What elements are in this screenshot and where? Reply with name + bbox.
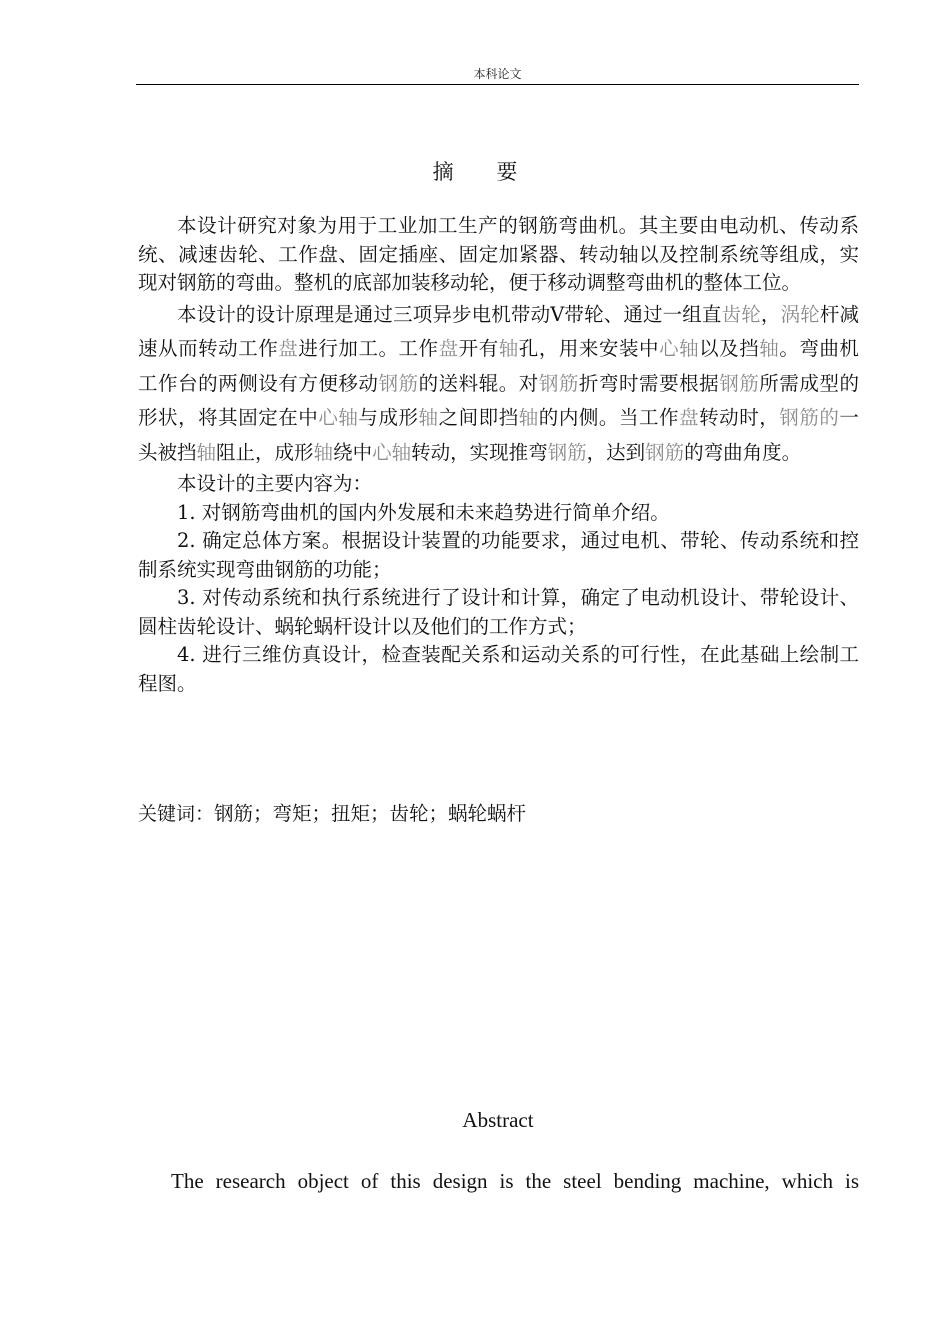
paragraph-1: 本设计研究对象为用于工业加工生产的钢筋弯曲机。其主要由电动机、传动系统、减速齿轮、工作盘、固定插座、固定加紧器、转动轴以及控制系统等组成，实现对钢筋的弯曲。整机的底部加装移动轮，便于移动调整弯曲机的整体工位。 bbox=[138, 214, 859, 294]
paragraph-3: 本设计的主要内容为： bbox=[177, 472, 373, 495]
page-title: 摘 要 bbox=[432, 160, 536, 184]
abstract-title: Abstract bbox=[462, 1108, 534, 1132]
list-item: 4. 进行三维仿真设计，检查装配关系和运动关系的可行性，在此基础上绘制工程图。 bbox=[138, 643, 859, 695]
keywords bbox=[138, 800, 859, 828]
keywords-value: 钢筋；弯矩；扭矩；齿轮；蜗轮蜗杆 bbox=[214, 802, 527, 825]
list-item: 2. 确定总体方案。根据设计装置的功能要求，通过电机、带轮、传动系统和控制系统实现弯曲钢筋的功能； bbox=[138, 529, 859, 581]
abstract-body: The research object of this design is the steel bending machine, which is bbox=[171, 1169, 859, 1193]
list-item: 3. 对传动系统和执行系统进行了设计和计算，确定了电动机设计、带轮设计、圆柱齿轮设计、蜗轮蜗杆设计以及他们的工作方式； bbox=[138, 586, 859, 638]
page-header bbox=[136, 66, 859, 85]
paragraph-2: 本设计的设计原理是通过三项异步电机带动V带轮、通过一组直齿轮，涡轮杆减速从而转动工作盘进行加工。工作盘开有轴孔，用来安装中心轴以及挡轴。弯曲机工作台的两侧设有方便移动钢筋的送料辊。对钢筋折弯时需要根据钢筋所需成型的形状，将其固定在中心轴与成形轴之间即挡轴的内侧。当工作盘转动时，钢筋的一头被挡轴阻止，成形轴绕中心轴转动，实现推弯钢筋，达到钢筋的弯曲角度。 bbox=[138, 302, 859, 464]
header-text: 本科论文 bbox=[473, 67, 522, 81]
keywords-label: 关键词： bbox=[138, 803, 215, 825]
list-item: 1. 对钢筋弯曲机的国内外发展和未来趋势进行简单介绍。 bbox=[177, 500, 670, 524]
abstract-chinese-body bbox=[138, 212, 859, 698]
